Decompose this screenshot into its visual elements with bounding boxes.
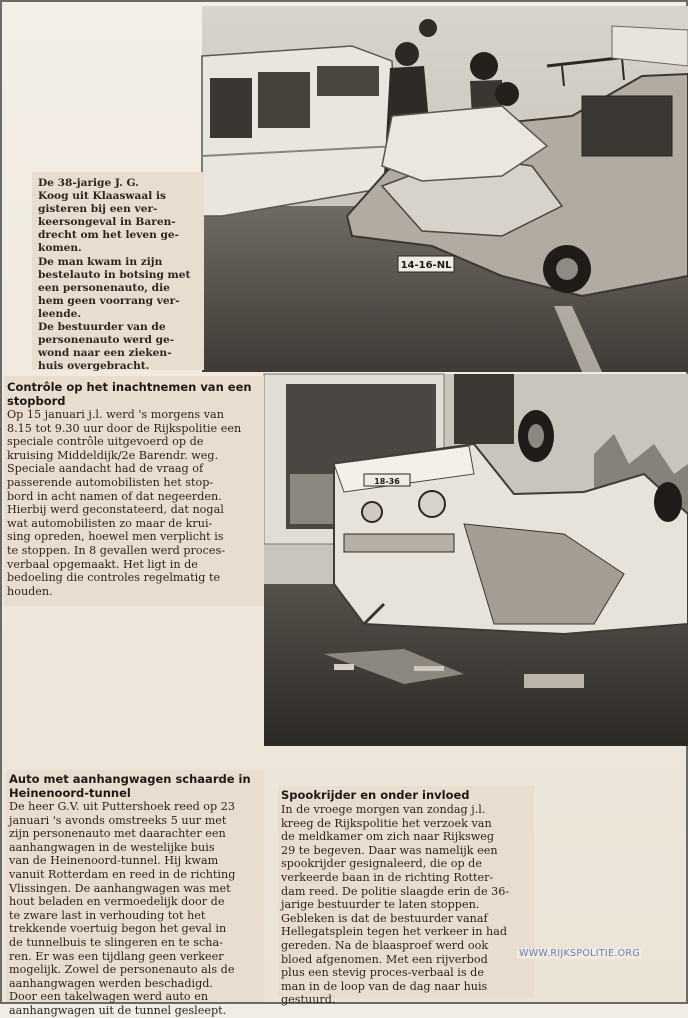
crash-photo-2-image [264,374,688,746]
article-1-headline: Contrôle op het inachtnemen van een stopbord [7,380,252,408]
article-1-body: Op 15 januari j.l. werd 's morgens van 8.15 tot 9.30 uur door de Rijkspolitie een speciale contrôle uitgevoerd op de kruising Middeldijk/2e Barendr. weg. Speciale aandacht had de vraag of passerende automobilisten het stop- bord in acht namen of dat negeerden. Hierbij werd geconstateerd, dat nogal wat automobilisten zo maar de krui- sing opreden, hoewel men verplicht is te stoppen. In 8 gevallen werd proces- verbaal opgemaakt. Het ligt in de bedoeling die controles regelmatig te houden. [7,408,242,598]
article-3-body: In de vroege morgen van zondag j.l. kreeg de Rijkspolitie het verzoek van de meldkamer om zich naar Rijksweg 29 te begeven. Daar was namelijk een spookrijder gesignaleerd, die op de verkeerde baan in de richting Rotter- dam reed. De politie slaagde erin de 36- jarige bestuurder te laten stoppen. Gebleken is dat de bestuurder vanaf Hellegatsplein tegen het verkeer in had gereden. Na de blaasproef werd ook bloed afgenomen. Met een rijverbod plus een stevig proces-verbaal is de man in de loop van de dag naar huis gestuurd. [281,803,510,1007]
article-clipping-3 [278,786,534,1007]
article-2-body: De heer G.V. uit Puttershoek reed op 23 januari 's avonds omstreeks 5 uur met zijn personenauto met daarachter een aanhangwagen in de westelijke buis van de Heinenoord-tunnel. Hij kwam vanuit Rotterdam en reed in de richting Vlissingen. De aanhangwagen was met hout beladen en vermoedelijk door de te zware last in verhouding tot het trekkende voertuig begon het geval in de tunnelbuis te slingeren en te scha- ren. Er was een tijdlang geen verkeer mogelijk. Zowel de personenauto als de aanhangwagen werden beschadigd. Door een takelwagen werd auto en aanhangwagen uit de tunnel gesleept. [9,800,236,1017]
crash-photo-2-plate: 18-36 [374,477,400,486]
crash-photo-1-plate: 14-16-NL [400,260,452,271]
crash-photo-1 [202,6,688,372]
article-clipping-1 [4,376,264,606]
site-watermark: WWW.RIJKSPOLITIE.ORG [519,948,640,959]
article-clipping-2 [6,770,264,1017]
caption-clipping-1 [32,172,204,373]
caption-text-1: De 38-jarige J. G. Koog uit Klaaswaal is gisteren bij een ver- keersongeval in Baren- drecht om het leven ge- komen. De man kwam in zijn bestelauto in botsing met een personenauto, die hem geen voorrang ver- leende. De bestuurder van de personenauto werd ge- wond naar een zieken- huis overgebracht. [38,177,191,373]
article-3-headline: Spookrijder en onder invloed [281,788,470,802]
article-2-headline: Auto met aanhangwagen schaarde in Heinenoord-tunnel [9,772,251,800]
crash-photo-1-image [202,6,688,372]
crash-photo-2 [264,374,688,746]
